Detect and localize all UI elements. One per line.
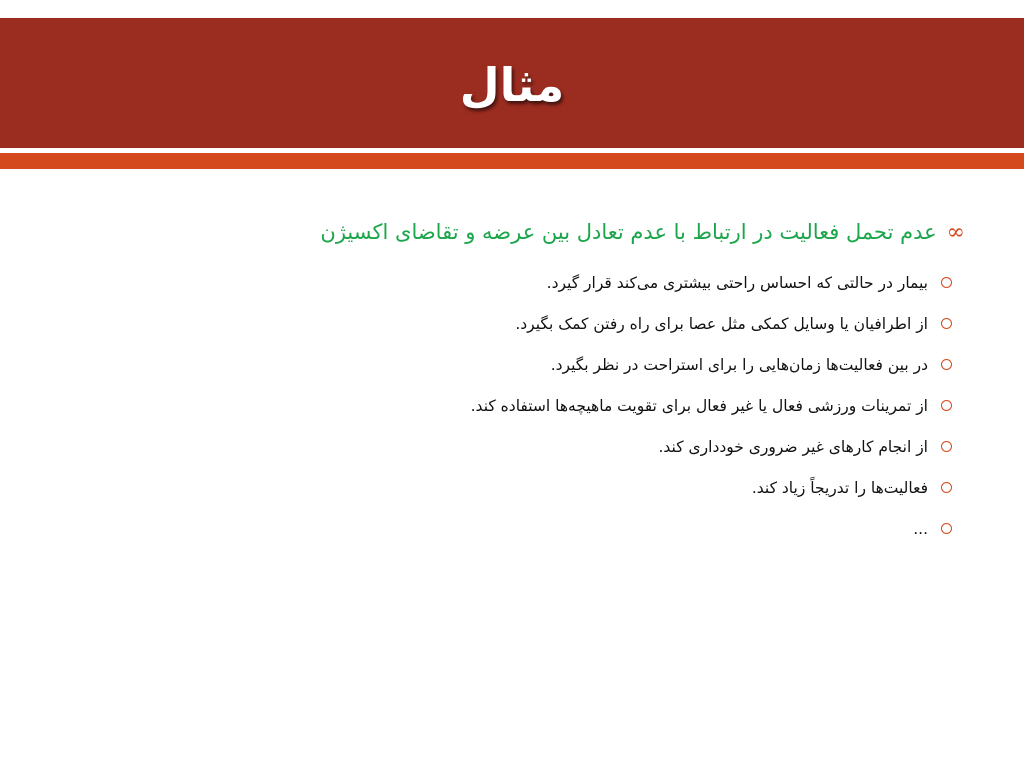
list-item [62,385,962,426]
main-bullet-point [62,210,962,254]
title-bar [0,18,1024,148]
circle-bullet-icon [941,400,952,411]
circle-bullet-icon [941,318,952,329]
list-item [62,426,962,467]
accent-bar [0,153,1024,169]
circle-bullet-icon [941,277,952,288]
list-item [62,262,962,303]
list-item-text: فعالیت‌ها را تدریجاً زیاد کند. [751,478,928,497]
list-item-text: از تمرینات ورزشی فعال یا غیر فعال برای تقویت ماهیچه‌ها استفاده کند. [470,396,928,415]
list-item [62,467,962,508]
list-item [62,303,962,344]
circle-bullet-icon [941,441,952,452]
list-item-text: بیمار در حالتی که احساس راحتی بیشتری می‌کند قرار گیرد. [546,273,928,292]
slide-title: مثال [459,58,565,112]
circle-bullet-icon [941,482,952,493]
slide-content [62,210,962,549]
list-item [62,344,962,385]
circle-bullet-icon [941,523,952,534]
list-item-text: در بین فعالیت‌ها زمان‌هایی را برای استراحت در نظر بگیرد. [550,355,928,374]
list-item-text: ... [913,519,928,538]
decorative-swirl-icon: ∞ [946,219,962,245]
main-point-text: عدم تحمل فعالیت در ارتباط با عدم تعادل بین عرضه و تقاضای اکسیژن [320,220,937,244]
list-item [62,508,962,549]
list-item-text: از انجام کارهای غیر ضروری خودداری کند. [658,437,928,456]
sub-point-list [62,262,962,549]
list-item-text: از اطرافیان یا وسایل کمکی مثل عصا برای راه رفتن کمک بگیرد. [515,314,928,333]
circle-bullet-icon [941,359,952,370]
